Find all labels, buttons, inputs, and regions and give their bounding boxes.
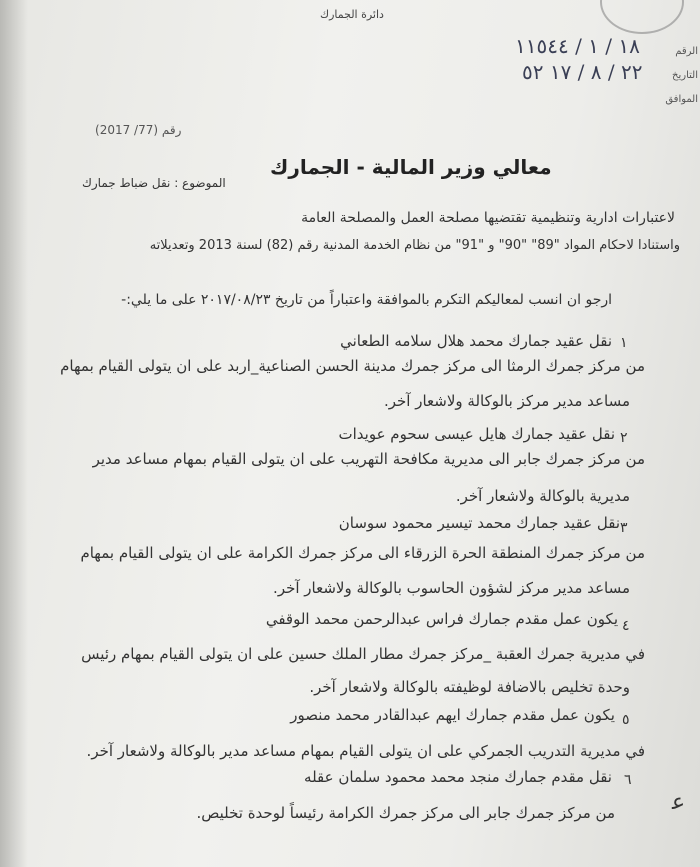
reference-number: رقم (77/ 2017) — [95, 123, 182, 137]
item-line: من مركز جمرك جابر الى مركز جمرك الكرامة رئيساً لوحدة تخليص. — [196, 804, 615, 822]
item-line: في مديرية جمرك العقبة _مركز جمرك مطار الملك حسين على ان يتولى القيام بمهام رئيس — [81, 645, 645, 663]
handwritten-number: ١٨ / ١ / ١١٥٤٤ — [515, 34, 640, 58]
item-line: مساعد مدير مركز لشؤون الحاسوب بالوكالة ولاشعار آخر. — [273, 579, 630, 597]
date-label: التاريخ — [672, 70, 698, 81]
item-number: ٣ — [620, 520, 628, 536]
item-header: نقل عقيد جمارك محمد تيسير محمود سوسان — [338, 514, 620, 532]
item-line: مديرية بالوكالة ولاشعار آخر. — [455, 487, 630, 505]
handwritten-mark: ﻋ — [672, 790, 686, 815]
corresponding-label: الموافق — [665, 94, 698, 105]
item-line: من مركز جمرك الرمثا الى مركز جمرك مدينة الحسن الصناعية_اربد على ان يتولى القيام بمهام — [60, 357, 645, 375]
item-number: ٤ — [622, 618, 630, 634]
item-number: ٦ — [624, 772, 632, 788]
number-label: الرقم — [675, 46, 698, 57]
item-number: ٢ — [620, 430, 628, 446]
item-line: من مركز جمرك المنطقة الحرة الزرقاء الى مركز جمرك الكرامة على ان يتولى القيام بمهام — [80, 544, 645, 562]
official-seal — [600, 0, 684, 34]
department-name: دائرة الجمارك — [320, 8, 384, 21]
item-line: مساعد مدير مركز بالوكالة ولاشعار آخر. — [383, 392, 630, 410]
item-number: ٥ — [622, 712, 630, 728]
request-line: ارجو ان انسب لمعاليكم التكرم بالموافقة واعتباراً من تاريخ ٢٠١٧/٠٨/٢٣ على ما يلي:- — [121, 292, 612, 308]
item-header: نقل مقدم جمارك منجد محمد محمود سلمان عقله — [304, 768, 612, 786]
item-number: ١ — [620, 335, 628, 351]
subject-line: الموضوع : نقل ضباط جمارك — [82, 176, 226, 190]
item-line: وحدة تخليص بالاضافة لوظيفته بالوكالة ولاشعار آخر. — [309, 678, 630, 696]
item-line: من مركز جمرك جابر الى مديرية مكافحة التهريب على ان يتولى القيام بمهام مساعد مدير — [92, 450, 645, 468]
letter-title: معالي وزير المالية - الجمارك — [270, 155, 552, 179]
intro-line-2: واستنادا لاحكام المواد "89" "90" و "91" من نظام الخدمة المدنية رقم (82) لسنة 2013 وتعديلاته — [149, 238, 680, 253]
item-line: في مديرية التدريب الجمركي على ان يتولى القيام بمهام مساعد مدير بالوكالة ولاشعار آخر. — [86, 742, 645, 760]
item-header: يكون عمل مقدم جمارك فراس عبدالرحمن محمد الوقفي — [265, 610, 618, 628]
item-header: نقل عقيد جمارك محمد هلال سلامه الطعاني — [340, 332, 612, 350]
item-header: يكون عمل مقدم جمارك ايهم عبدالقادر محمد منصور — [290, 706, 615, 724]
handwritten-date: ٢٢ / ٨ / ١٧ ٥٢ — [522, 60, 643, 84]
page-shadow — [0, 0, 28, 867]
intro-line-1: لاعتبارات ادارية وتنظيمية تقتضيها مصلحة العمل والمصلحة العامة — [301, 210, 675, 226]
item-header: نقل عقيد جمارك هايل عيسى سحوم عويدات — [338, 425, 615, 443]
